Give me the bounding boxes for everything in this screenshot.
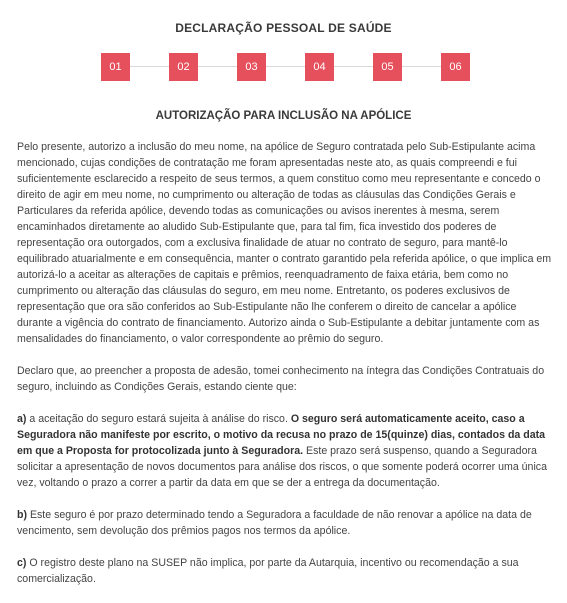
clause-a-text: a aceitação do seguro estará sujeita à análise do risco. xyxy=(26,413,291,425)
clause-a-label: a) xyxy=(17,413,27,425)
step-03[interactable]: 03 xyxy=(237,53,266,81)
clause-c-label: c) xyxy=(17,557,27,569)
clause-b-text: Este seguro é por prazo determinado tendo a Seguradora a faculdade de não renovar a apólice na data de vencimento, sem devolução dos prêmios pagos nos termos da apólice. xyxy=(17,509,532,537)
stepper-line xyxy=(111,66,460,67)
step-06[interactable]: 06 xyxy=(441,53,470,81)
step-02[interactable]: 02 xyxy=(169,53,198,81)
clause-c xyxy=(17,555,553,587)
progress-stepper xyxy=(101,53,470,81)
declaration-text xyxy=(17,139,553,603)
clause-a-text-continued: Este prazo será suspenso, quando a Seguradora solicitar a apresentação de novos documentos para análise dos riscos, o que somente poderá ocorrer uma única vez, voltando o prazo a correr a partir da data em que se der a entrega da documentação. xyxy=(17,445,547,489)
authorization-paragraph: Pelo presente, autorizo a inclusão do meu nome, na apólice de Seguro contratada pelo Sub-Estipulante acima mencionado, cujas condições de contratação me foram apresentadas neste ato, as quais compreendi e fui suficientemente esclarecido a respeito de seus termos, a quem constituo como meu representante e concedo o direito de agir em meu nome, no cumprimento ou alteração de todas as cláusulas das Condições Gerais e Particulares da referida apólice, devendo todas as comunicações ou avisos inerentes à mesma, serem encaminhados diretamente ao aludido Sub-Estipulante que, para tal fim, fica investido dos poderes de representação ora outorgados, com a exclusiva finalidade de atuar no contrato de seguro, para mantê-lo equilibrado atuarialmente e em consequência, manter o contrato garantido pela referida apólice, o que implica em autorizá-lo a aceitar as alterações de capitais e prêmios, reenquadramento de faixa etária, bem como no cumprimento ou alteração das cláusulas do seguro, em meu nome. Entretanto, os poderes exclusivos de representação que ora são conferidos ao Sub-Estipulante não lhe conferem o direito de cancelar a apólice durante a vigência do contrato de financiamento. Autorizo ainda o Sub-Estipulante a debitar juntamente com as mensalidades do financiamento, o valor correspondente ao prêmio do seguro. xyxy=(17,141,552,345)
step-01[interactable]: 01 xyxy=(101,53,130,81)
page-title: DECLARAÇÃO PESSOAL DE SAÚDE xyxy=(175,21,392,35)
section-title: AUTORIZAÇÃO PARA INCLUSÃO NA APÓLICE xyxy=(155,110,412,122)
clause-b-label: b) xyxy=(17,509,27,521)
clause-c-text: O registro deste plano na SUSEP não implica, por parte da Autarquia, incentivo ou recomendação a sua comercialização. xyxy=(17,557,519,585)
step-05[interactable]: 05 xyxy=(373,53,402,81)
clause-a xyxy=(17,411,553,491)
clause-b xyxy=(17,507,553,539)
declaration-paragraph: Declaro que, ao preencher a proposta de adesão, tomei conhecimento na íntegra das Condições Contratuais do seguro, incluindo as Condições Gerais, estando ciente que: xyxy=(17,365,545,393)
clause-a-bold-text: O seguro será automaticamente aceito, caso a Seguradora não manifeste por escrito, o motivo da recusa no prazo de 15(quinze) dias, contados da data em que a Proposta for protocolizada junto à Seguradora. xyxy=(17,413,546,457)
step-04[interactable]: 04 xyxy=(305,53,334,81)
